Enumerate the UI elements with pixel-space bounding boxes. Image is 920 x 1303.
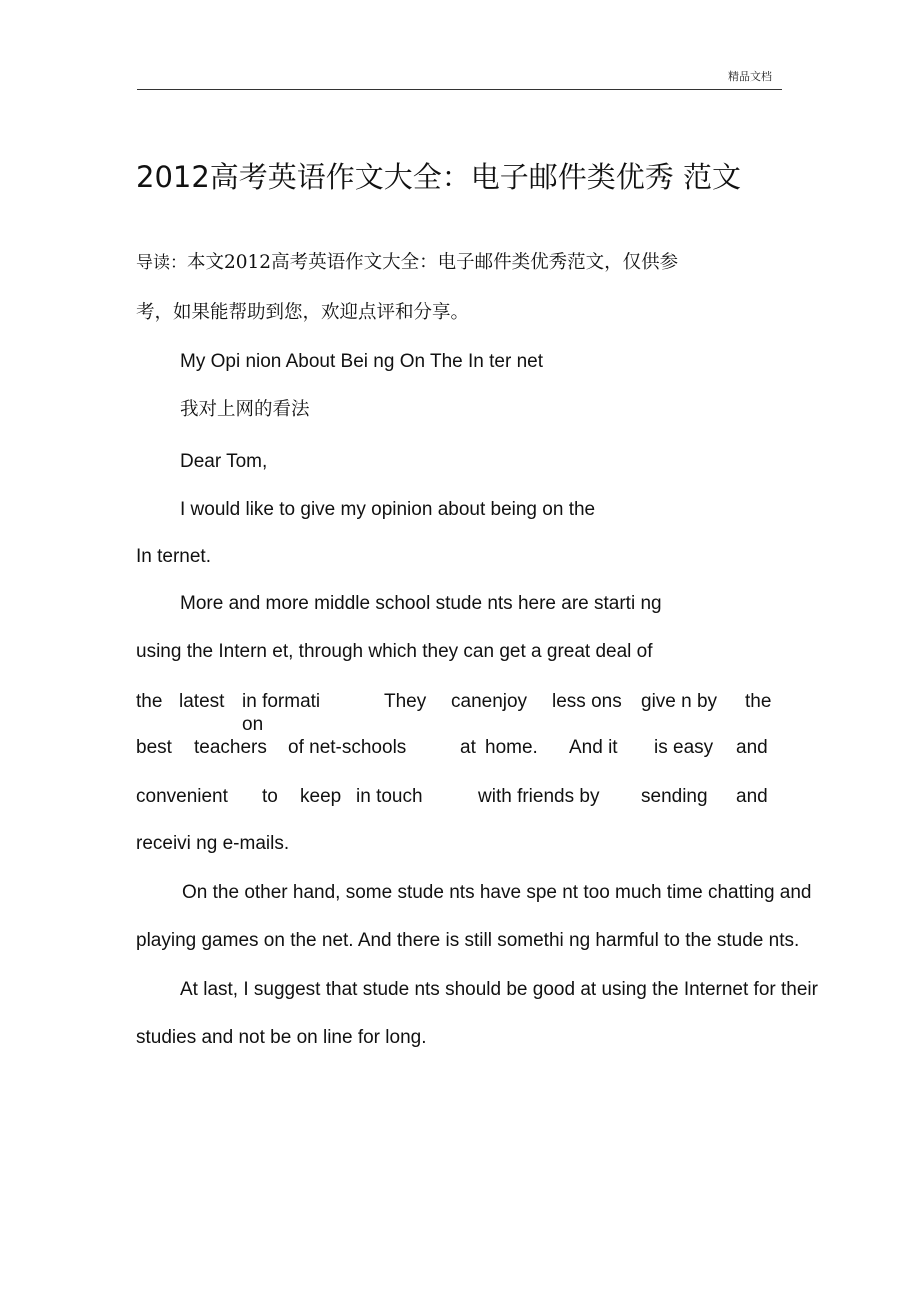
p1-line-2: In ternet. (136, 546, 211, 567)
p2-line-1: More and more middle school stude nts here are starti ng (180, 593, 662, 614)
p2-line-4-word: teachers (194, 737, 267, 758)
p4-line-2: studies and not be on line for long. (136, 1027, 427, 1048)
p2-line-3-word: less ons (552, 691, 622, 712)
lead-line-1 (136, 251, 678, 275)
p2-line-5-word: convenient (136, 786, 228, 807)
p3-line-2: playing games on the net. And there is still somethi ng harmful to the stude nts. (136, 930, 800, 951)
header-tag: 精品文档 (728, 70, 772, 83)
p2-line-2: using the Intern et, through which they can get a great deal of (136, 641, 653, 662)
greeting: Dear Tom, (180, 451, 268, 472)
p2-line-6: receivi ng e-mails. (136, 833, 290, 854)
p2-line-5-word: and (736, 786, 768, 807)
p2-line-3-word: canenjoy (451, 691, 528, 712)
p2-line-4-word: is easy (654, 737, 714, 758)
essay-title-cn: 我对上网的看法 (180, 399, 310, 420)
lead-line-2: 考，如果能帮助到您，欢迎点评和分享。 (136, 302, 470, 323)
p2-line-5-word: to (262, 786, 278, 807)
document-title: 2012高考英语作文大全：电子邮件类优秀 范文 (136, 160, 742, 194)
p2-line-4-word: And it (569, 737, 618, 758)
p2-line-4-word: of net-schools (288, 737, 407, 758)
p2-line-3-word: give n by (641, 691, 718, 712)
p4-line-1: At last, I suggest that stude nts should be good at using the Internet for their (180, 979, 818, 1000)
p3-line-1: On the other hand, some stude nts have spe nt too much time chatting and (182, 882, 812, 903)
p2-line-3-word: the (136, 691, 163, 712)
p2-line-5-word: sending (641, 786, 708, 807)
essay-title-en: My Opi nion About Bei ng On The In ter net (180, 351, 543, 372)
p2-line-3-word: They (384, 691, 427, 712)
p2-line-4-word: home. (485, 737, 538, 758)
p2-line-4-word: and (736, 737, 768, 758)
p2-line-5-word: keep (300, 786, 342, 807)
lead-text-1: 本文2012高考英语作文大全：电子邮件类优秀范文，仅供参 (187, 252, 679, 273)
p2-line-4-word: best (136, 737, 172, 758)
p2-line-3-word: the (745, 691, 772, 712)
p2-line-5-word: in touch (356, 786, 423, 807)
p1-line-1: I would like to give my opinion about being on the (180, 499, 596, 520)
p2-line-5-word: with friends by (478, 786, 600, 807)
p2-line-3-word: latest (179, 691, 225, 712)
header-rule (137, 89, 782, 90)
p2-line-4-word: at (460, 737, 476, 758)
p2-line-3-overflow: on (242, 714, 264, 735)
lead-label: 导读： (136, 253, 187, 273)
p2-line-3-word: in formati (242, 691, 321, 712)
